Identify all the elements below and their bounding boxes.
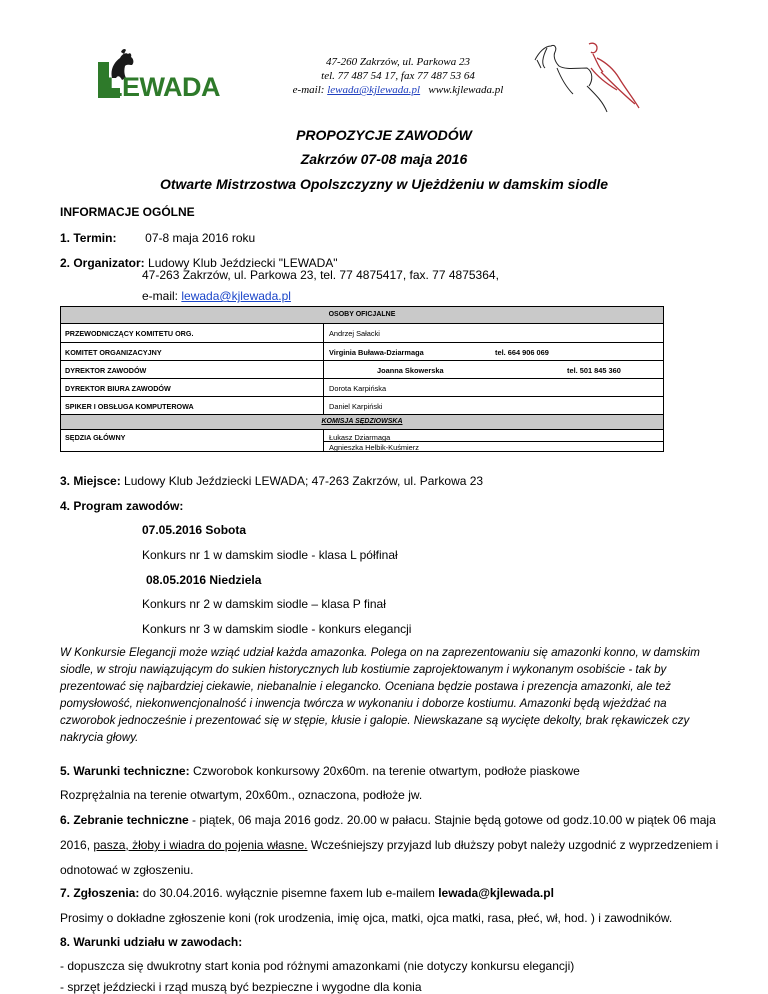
entries-email[interactable]: lewada@kjlewada.pl [438,886,554,900]
program-day2-item1: Konkurs nr 2 w damskim siodle – klasa P finał [142,597,386,611]
place-row [60,474,483,488]
meeting-line2 [60,838,718,852]
conditions-item: - dopuszcza się dwukrotny start konia pod różnymi amazonkami (nie dotyczy konkursu elegancji) [60,959,575,973]
official-role: DYREKTOR BIURA ZAWODÓW [65,384,171,393]
event-name: Otwarte Mistrzostwa Opolszczyzny w Ujeżdżeniu w damskim siodle [159,176,609,192]
meeting-value: - piątek, 06 maja 2016 godz. 20.00 w pałacu. Stajnie będą gotowe od godz.10.00 w piątek 06 maja [188,813,716,827]
organizer-email-row [142,289,291,303]
term-row [60,231,255,245]
elegance-line: nakrycia głowy. [60,731,139,744]
table-row [61,323,663,342]
organizer-value: Ludowy Klub Jeździecki "LEWADA" [148,256,338,270]
official-role: KOMITET ORGANIZACYJNY [65,348,162,357]
meeting-line2-underlined: pasza, żłoby i wiadra do pojenia własne. [93,838,308,852]
term-label: 1. Termin: [60,231,117,245]
general-info-heading: INFORMACJE OGÓLNE [60,205,195,219]
program-day2-item2: Konkurs nr 3 w damskim siodle - konkurs elegancji [142,622,412,636]
organizer-email-link[interactable]: lewada@kjlewada.pl [181,289,291,303]
meeting-row [60,813,716,827]
side-saddle-rider-drawing [527,38,647,116]
jury-role: SĘDZIA GŁÓWNY [65,433,126,442]
organizer-email-label: e-mail: [142,289,179,303]
table-row [61,378,663,396]
header-email-label: e-mail: [292,84,325,96]
entries-note: Prosimy o dokładne zgłoszenie koni (rok urodzenia, imię ojca, matki, ojca matki, rasa, płeć, wł, hod. ) i zawodników. [60,911,673,925]
logo-text: LEWADA [106,72,220,102]
conditions-label: 8. Warunki udziału w zawodach: [60,935,243,949]
elegance-line: prezentować się najbardziej ciekawie, niebanalnie i elegancko. Oceniana będzie postawa i prezencja amazonki, ale też [60,680,671,693]
organizer-label: 2. Organizator: [60,256,145,270]
program-day2: 08.05.2016 Niedziela [146,573,262,587]
elegance-description [60,644,712,746]
conditions-item: - sprzęt jeździecki i rząd muszą być bezpieczne i wygodne dla konia [60,980,422,994]
organizer-address: 47-263 Zakrzów, ul. Parkowa 23, tel. 77 4875417, fax. 77 4875364, [142,268,499,282]
program-day1: 07.05.2016 Sobota [142,523,247,537]
table-row [61,342,663,360]
official-name: Andrzej Sałacki [329,329,380,338]
event-date-place: Zakrzów 07-08 maja 2016 [300,151,468,167]
elegance-line: czworobok jednocześnie i prezentować się w stępie, kłusie i galopie. Niewskazane są wycięte dekolty, brak rękawiczek czy [60,714,690,727]
program-day1-item: Konkurs nr 1 w damskim siodle - klasa L półfinał [142,548,398,562]
official-role: SPIKER I OBSŁUGA KOMPUTEROWA [65,402,194,411]
program-label: 4. Program zawodów: [60,499,184,513]
entries-row [60,886,554,900]
meeting-label: 6. Zebranie techniczne [60,813,189,827]
entries-label: 7. Zgłoszenia: [60,886,140,900]
table-row [61,396,663,414]
table-row [61,360,663,378]
meeting-line3: odnotować w zgłoszeniu. [60,863,194,877]
elegance-line: pomysłowość, niekonwencjonalność i inwencja twórcza w wykonaniu i doborze kostiumu. Amazonki będą wjeżdżać na [60,697,667,710]
elegance-line: W Konkursie Elegancji może wziąć udział każda amazonka. Polega on na zaprezentowaniu się amazonki konno, w damskim [60,646,700,659]
header-address: 47-260 Zakrzów, ul. Parkowa 23 [325,56,471,68]
official-role: DYREKTOR ZAWODÓW [65,366,147,375]
officials-table [60,306,664,452]
elegance-line: siodle, w stroju nawiązującym do sukien historycznych lub kostiumie zaprojektowanym i wykonanym osobiście - tak by [60,663,667,676]
side-saddle-rider-icon [527,38,647,116]
document-title: PROPOZYCJE ZAWODÓW [296,127,472,143]
meeting-line2-end: Wcześniejszy przyjazd lub dłuższy pobyt należy uzgodnić z wyprzedzeniem i [307,838,719,852]
official-name: Joanna Skowerska [377,366,444,375]
place-value: Ludowy Klub Jeździecki LEWADA; 47-263 Zakrzów, ul. Parkowa 23 [124,474,484,488]
official-phone: tel. 664 906 069 [495,348,549,357]
officials-header: OSOBY OFICJALNE [61,307,663,323]
place-label: 3. Miejsce: [60,474,121,488]
technical-warmup: Rozprężalnia na terenie otwartym, 20x60m., oznaczona, podłoże jw. [60,788,423,802]
lewada-logo [94,48,240,100]
header-phone: tel. 77 487 54 17, fax 77 487 53 64 [321,70,475,82]
official-name: Dorota Karpińska [329,384,387,393]
jury-name: Agnieszka Helbik-Kuśmierz [329,443,419,452]
jury-header-text: KOMISJA SĘDZIOWSKA [321,418,403,425]
header-website: www.kjlewada.pl [428,84,504,96]
official-role: PRZEWODNICZĄCY KOMITETU ORG. [65,329,194,338]
official-name: Virginia Buława-Dziarmaga [329,348,424,357]
official-phone: tel. 501 845 360 [567,366,621,375]
jury-header [61,415,663,429]
entries-value: do 30.04.2016. wyłącznie pisemne faxem lub e-mailem [139,886,439,900]
header-email-link[interactable]: lewada@kjlewada.pl [327,84,421,96]
header-contact [268,84,528,97]
term-value: 07-8 maja 2016 roku [145,231,256,245]
jury-name: Łukasz Dziarmaga [329,433,391,442]
technical-row [60,764,580,778]
technical-value: Czworobok konkursowy 20x60m. na terenie otwartym, podłoże piaskowe [192,764,580,778]
technical-label: 5. Warunki techniczne: [60,764,190,778]
official-name: Daniel Karpiński [329,402,383,411]
meeting-line2-start: 2016, [60,838,94,852]
